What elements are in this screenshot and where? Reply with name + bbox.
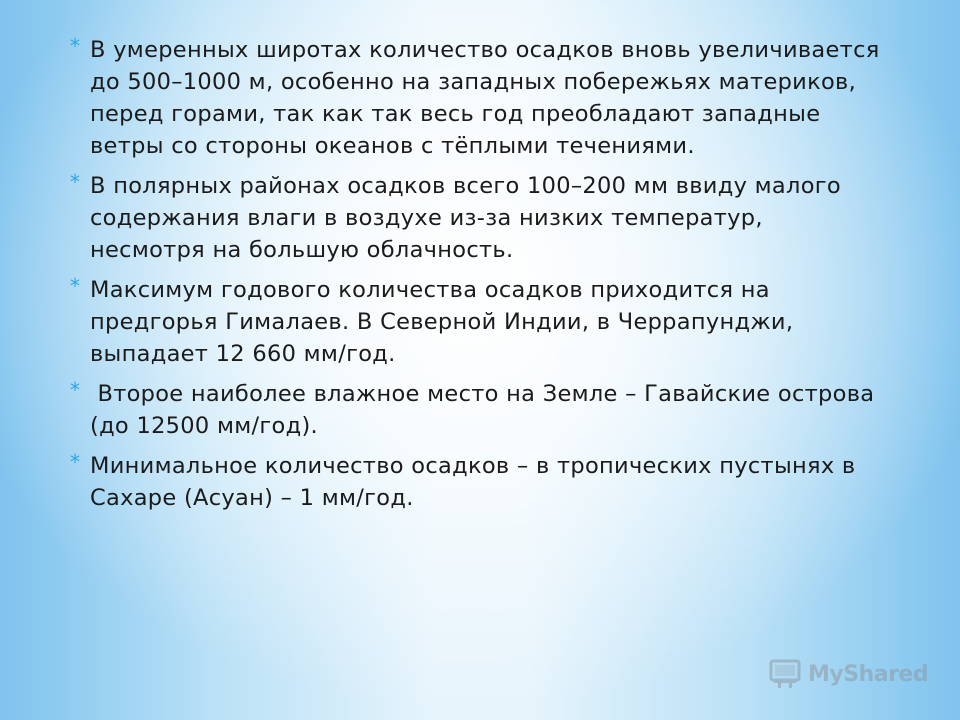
bullet-star-icon: * [70, 34, 81, 58]
bullet-star-icon: * [70, 378, 81, 402]
watermark-text: MyShared [808, 661, 929, 687]
bullet-text: В полярных районах осадков всего 100–200 мм ввиду малого содержания влаги в воздухе из-за низких температур, несмотря на большую облачность. [90, 173, 841, 263]
bullet-text: Минимальное количество осадков – в тропических пустынях в Сахаре (Асуан) – 1 мм/год. [90, 453, 856, 511]
bullet-star-icon: * [70, 274, 81, 298]
bullet-star-icon: * [70, 450, 81, 474]
bullet-text: Второе наиболее влажное место на Земле – Гавайские острова (до 12500 мм/год). [90, 381, 882, 439]
bullet-item [60, 378, 880, 442]
bullet-item [60, 34, 880, 162]
bullet-text: В умеренных широтах количество осадков вновь увеличивается до 500–1000 м, особенно на западных побережьях материков, перед горами, так как так весь год преобладают западные ветры со стороны океанов с тёплыми течениями. [90, 37, 880, 159]
myshared-watermark [768, 654, 928, 694]
bullet-item [60, 450, 880, 514]
myshared-logo-icon [768, 658, 802, 690]
bullet-item [60, 170, 880, 266]
bullet-item [60, 274, 880, 370]
bullet-text: Максимум годового количества осадков приходится на предгорья Гималаев. В Северной Индии, в Черрапунджи, выпадает 12 660 мм/год. [90, 277, 794, 367]
bullet-star-icon: * [70, 170, 81, 194]
bullet-list [60, 34, 880, 522]
